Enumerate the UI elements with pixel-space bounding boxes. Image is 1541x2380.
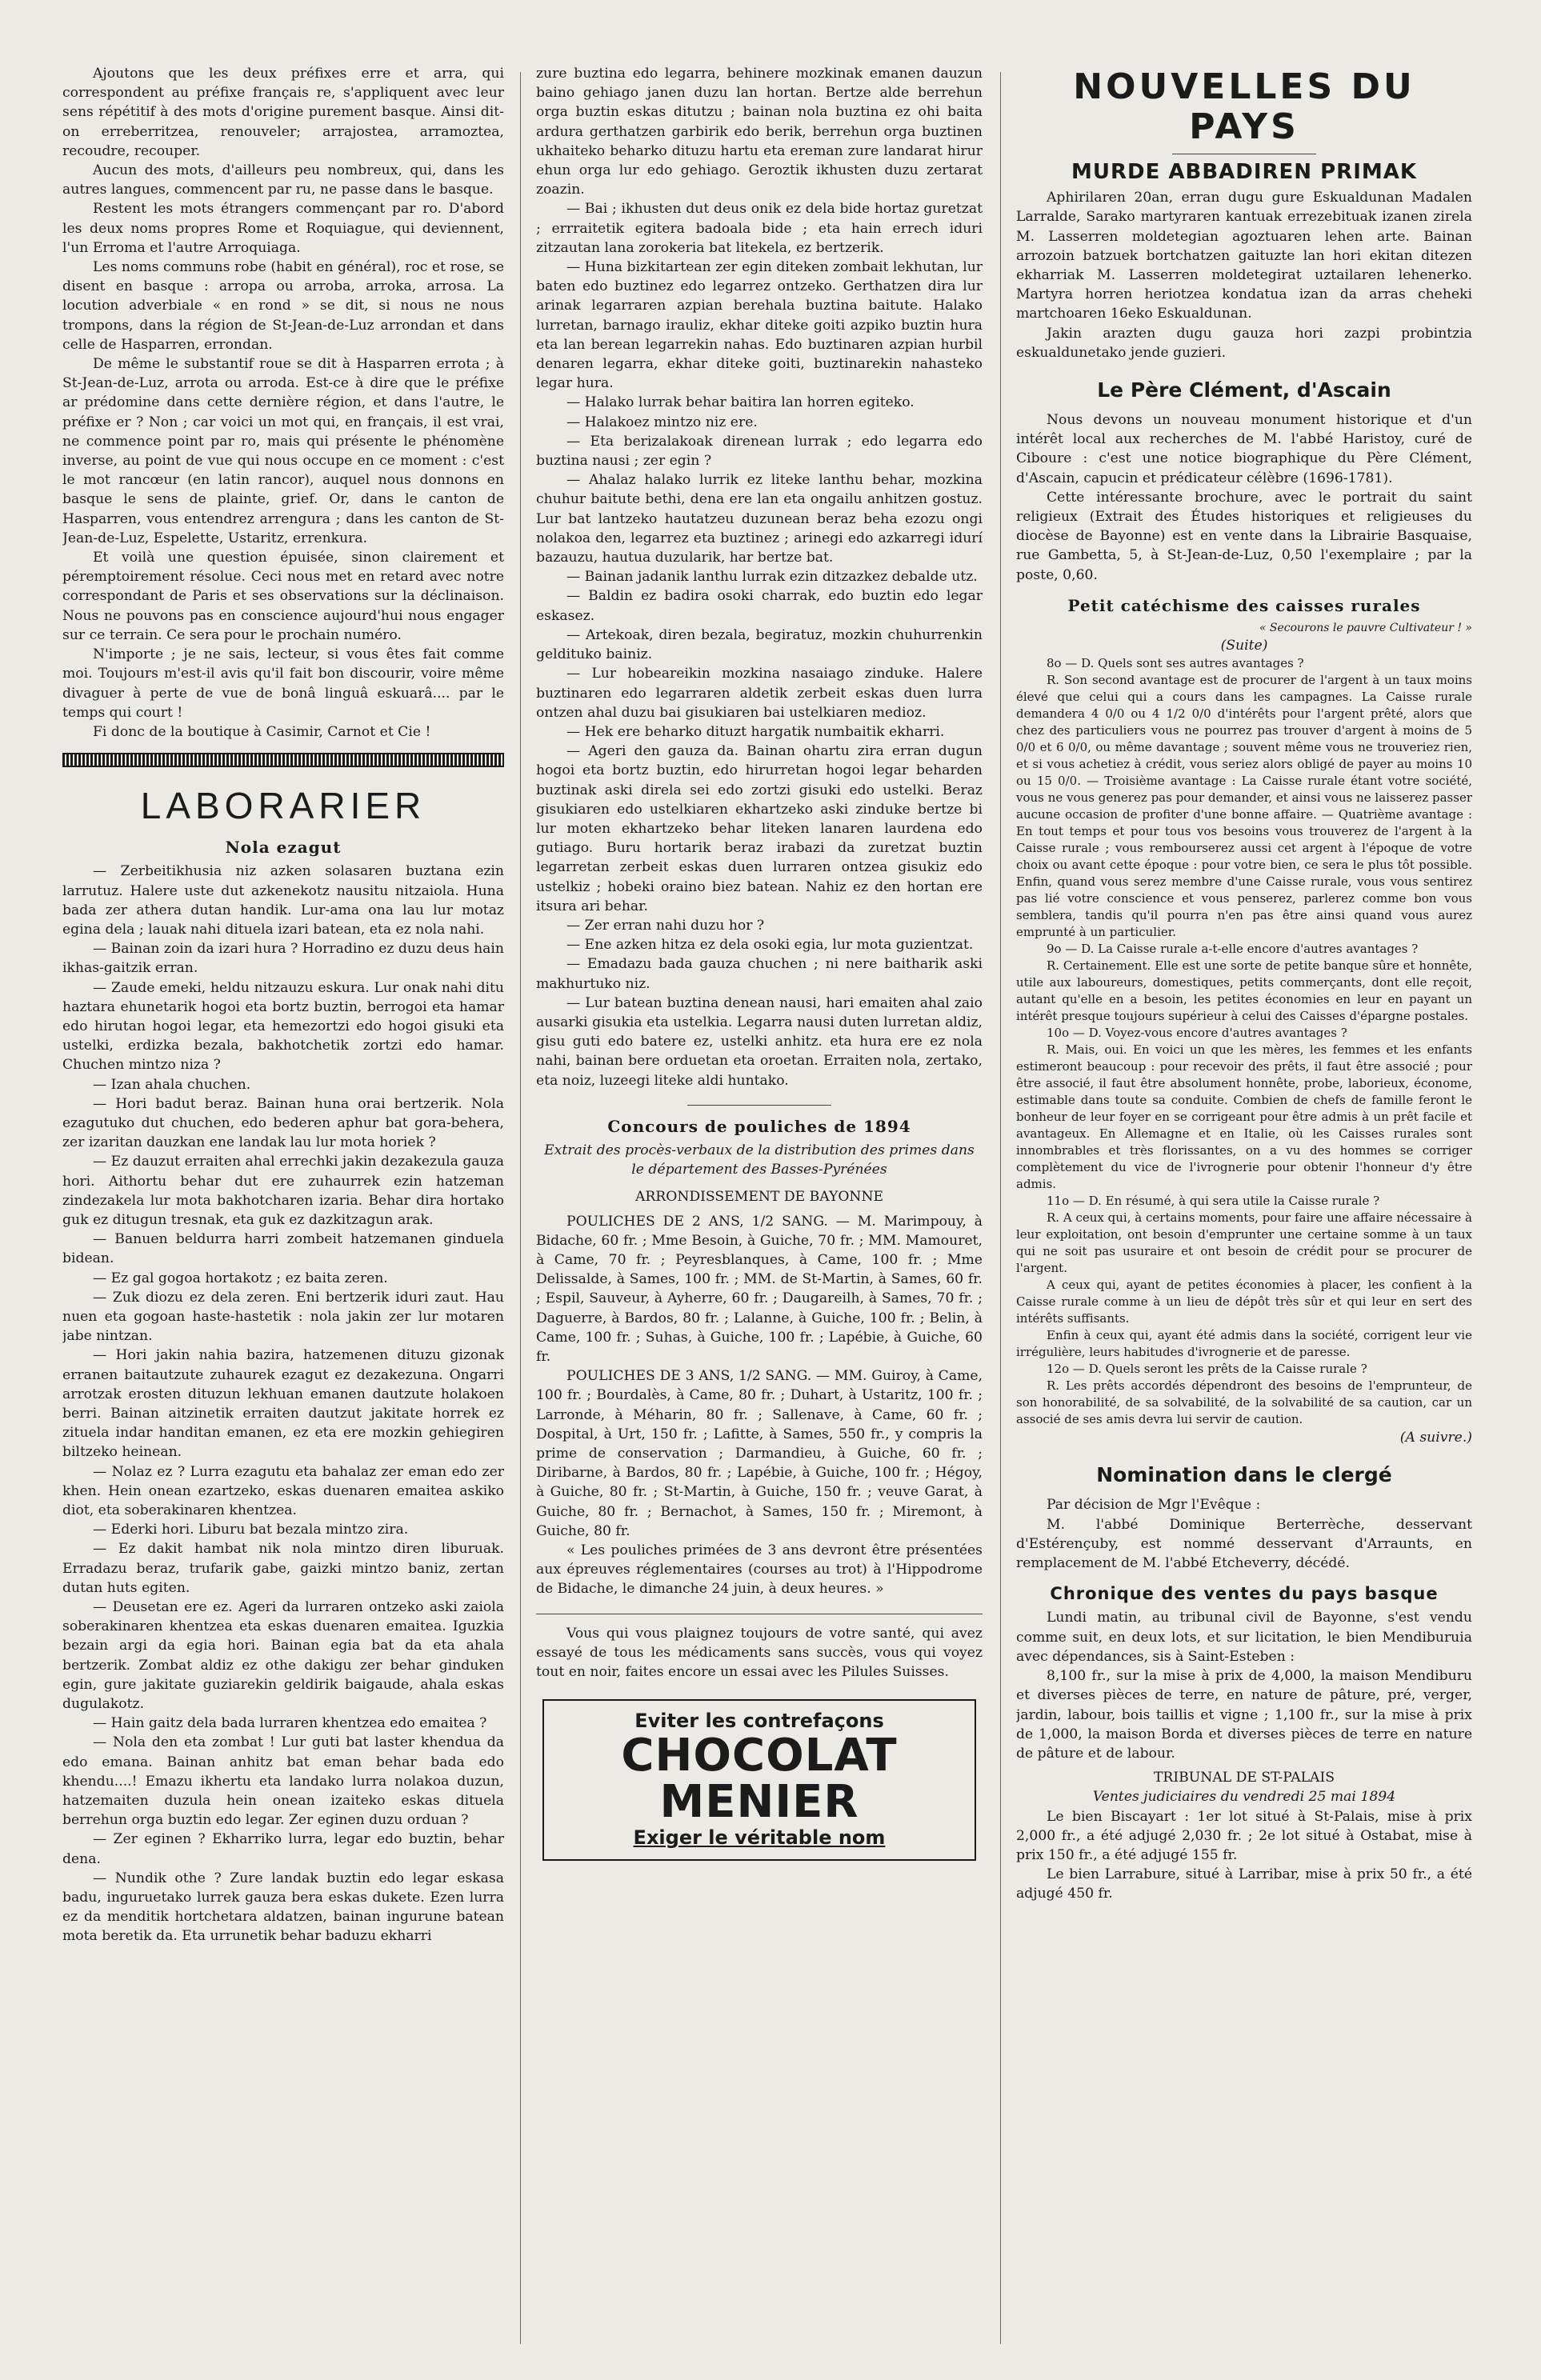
paragraph: — Bainan zoin da izari hura ? Horradino ez duzu deus hain ikhas-gaitzik erran. bbox=[62, 941, 504, 977]
paragraph: Le bien Larrabure, situé à Larribar, mise à prix 50 fr., a été adjugé 450 fr. bbox=[1016, 1866, 1472, 1902]
intro-article bbox=[62, 64, 504, 742]
paragraph: — Ahalaz halako lurrik ez liteke lanthu behar, mozkina chuhur baitute bethi, dena ere lan eta ongailu anhitzen gostuz. Lur bat lantzeko hautatzeu duzunean beraz beha ezozu ongi nolakoa den, legarrez eta buztinez ; arinegi edo azkarregi idurí bazauzu, hautua duzularik, har bertze bat. bbox=[536, 472, 983, 566]
arrondissement-heading: ARRONDISSEMENT DE BAYONNE bbox=[634, 1189, 884, 1206]
paragraph: — Zerbeitikhusia niz azken solasaren buztana ezin larrutuz. Halere uste dut azkenekotz nausitu nitzaiola. Huna bada zer athera dutan handik. Lur-ama ona lau lur motaz egina dela ; lauak nahi dituela izari batean, eta ez nola nahi. bbox=[62, 863, 504, 938]
paragraph: 9o — D. La Caisse rurale a-t-elle encore d'autres avantages ? bbox=[1047, 942, 1419, 957]
paragraph: « Les pouliches primées de 3 ans devront être présentées aux épreuves réglementaires (courses au trot) à l'Hippodrome de Bidache, le dimanche 24 juin, à deux heures. » bbox=[536, 1542, 983, 1598]
basque-article-continued bbox=[536, 64, 983, 1090]
paragraph: — Halako lurrak behar baitira lan horren egiteko. bbox=[566, 394, 915, 411]
paragraph: — Ez gal gogoa hortakotz ; ez baita zeren. bbox=[93, 1270, 388, 1286]
nola-article bbox=[62, 862, 504, 1946]
paragraph: — Zuk diozu ez dela zeren. Eni bertzerik iduri zaut. Hau nuen eta gogoan haste-hastetik : nola jakin zer lur motaren jabe nintzan. bbox=[62, 1289, 504, 1345]
concours-title: Concours de pouliches de 1894 bbox=[607, 1116, 911, 1136]
paragraph: Aucun des mots, d'ailleurs peu nombreux, qui, dans les autres langues, commencent par ru, ne passe dans le basque. bbox=[62, 162, 504, 198]
paragraph: R. A ceux qui, à certains moments, pour faire une affaire nécessaire à leur exploitation, ont besoin d'emprunter une certaine somme à un taux qui ne soit pas usuraire et ont besoin de crédit pour se procurer de l'argent. bbox=[1016, 1210, 1472, 1276]
paragraph: — Halakoez mintzo niz ere. bbox=[566, 414, 758, 430]
chronique-title: Chronique des ventes du pays basque bbox=[1050, 1584, 1439, 1604]
column-divider bbox=[1000, 72, 1001, 2344]
paragraph: — Eta berizalakoak direnean lurrak ; edo legarra edo buztina nausi ; zer egin ? bbox=[536, 433, 983, 470]
ad-brand-line2: MENIER bbox=[659, 1776, 859, 1829]
paragraph: — Izan ahala chuchen. bbox=[93, 1076, 251, 1093]
chocolat-menier-ad bbox=[542, 1699, 976, 1861]
pouliches-list bbox=[536, 1212, 983, 1599]
nola-ezagut-title: Nola ezagut bbox=[225, 838, 342, 858]
paragraph: Ajoutons que les deux préfixes erre et arra, qui correspondent au préfixe français re, s'appliquent avec leur sens répétitif à des mots d'origine purement basque. Ainsi dit-on erreberritzea, renouveler; arrajostea, arramoztea, recoudre, recouper. bbox=[62, 66, 504, 159]
paragraph: — Lur batean buztina denean nausi, hari emaiten ahal zaio ausarki gisukia eta ustelkia. Legarra nausi duten lurretan aldiz, gisu guti edo batere ez, ustelki anhitz. eta hura ere ez nola nahi, bainan bere orduetan eta oroetan. Erraiten nola, zertako, eta noiz, luzeegi liteke aldi huntako. bbox=[536, 994, 983, 1089]
paragraph: — Emadazu bada gauza chuchen ; ni nere baitharik aski makhurtuko niz. bbox=[536, 956, 983, 992]
laborarier-heading: LABORARIER bbox=[140, 785, 426, 827]
paragraph: 10o — D. Voyez-vous encore d'autres avantages ? bbox=[1047, 1026, 1347, 1041]
paragraph: — Hori jakin nahia bazira, hatzemenen dituzu gizonak erranen baitautzute zuhaurek ezagut ez dezakezuna. Ongarri arrotzak erosten dituzun lekhuan emanen dautzute holakoen berri. Bainan aitzinetik erraiten dautzut jakitate horrek ez zituela indar handitan emanen, ez eta ere mozkin gehiegiren biltzeko heinean. bbox=[62, 1347, 504, 1461]
paragraph: — Deusetan ere ez. Ageri da lurraren ontzeko aski zaiola soberakinaren khentzea eta eskas duenaren emaitea. Iguzkia bezain argi da egia hori. Bainan egia bat da eta ahala bertzerik. Zombat aldiz ez othe dakigu zer behar ginduken egin, gure jakitate guziarekin geldirik baigaude, ahala eskas dugulakotz. bbox=[62, 1599, 504, 1713]
column-right bbox=[1016, 64, 1472, 2352]
paragraph: — Artekoak, diren bezala, begiratuz, mozkin chuhurrenkin geldituko bainiz. bbox=[536, 626, 983, 663]
paragraph: 8o — D. Quels sont ses autres avantages ? bbox=[1047, 656, 1304, 671]
catechisme-motto: « Secourons le pauvre Cultivateur ! » bbox=[1259, 622, 1472, 635]
paragraph: Par décision de Mgr l'Evêque : bbox=[1047, 1497, 1261, 1514]
paragraph: — Zer erran nahi duzu hor ? bbox=[566, 917, 765, 934]
ad-brand-line1: CHOCOLAT bbox=[621, 1730, 898, 1782]
paragraph: Aphirilaren 20an, erran dugu gure Eskualdunan Madalen Larralde, Sarako martyraren kantuak errezebituak izanen zirela M. Lasserren moldetegian agoztuaren lehen arte. Bainan arrozoin batzuek bortchatzen gaituzte lan hori ekitan ditezen ekharriak M. Lasserren moldetegirat uztailaren lehenerko. Martyra horren heriotzea kondatua izan da arras cheheki martchoaren 16eko Eskualdunan. bbox=[1016, 190, 1472, 322]
paragraph: — Huna bizkitartean zer egin diteken zombait lekhutan, lur baten edo buztinez edo legarrez ontzeko. Gerthatzen dira lur arinak legarraren azpian berehala buztina baitute. Halako lurretan, barnago irauliz, ekhar diteke goiti azpiko buztin hura eta lan berean legarrekin nahas. Edo buztinaren azpian hurbil denaren legarra, ekhar diteke goiti, buztinarekin nahasteko legar hura. bbox=[536, 259, 983, 392]
paragraph: De même le substantif roue se dit à Hasparren errota ; à St-Jean-de-Luz, arrota ou arroda. Est-ce à dire que le préfixe ar prédomine dans cette dernière région, et dans l'autre, le préfixe er ? Non ; car voici un mot qui, en français, il est vrai, ne commence point par ro, mais qui présente le phénomène inverse, au point de vue qui nous occupe en ce moment : c'est le mot rancœur (en latin rancor), auquel nous donnons en basque le sens de plainte, grief. Or, dans le canton de Hasparren, vous entendrez arrengura ; dans les canton de St-Jean-de-Luz, Espelette, Ustaritz, errenkura. bbox=[62, 356, 504, 546]
paragraph: M. l'abbé Dominique Berterrèche, desservant d'Estérençuby, est nommé desservant d'Arraunts, en remplacement de M. l'abbé Etcheverry, décédé. bbox=[1016, 1516, 1472, 1572]
paragraph: R. Les prêts accordés dépendront des besoins de l'emprunteur, de son honorabilité, de sa solvabilité, de la solvabilité de sa caution, car un associé de ses amis devra lui servir de caution. bbox=[1016, 1378, 1472, 1427]
a-suivre: (A suivre.) bbox=[1399, 1430, 1472, 1446]
paragraph: — Zaude emeki, heldu nitzauzu eskura. Lur onak nahi ditu haztara ehunetarik hogoi eta bortz buztin, berrogoi eta hamar edo hirutan hogoi legar, eta hemezortzi edo hogoi gisuki eta ustelki, erdizka bezala, bakhotchetik zortzi edo hamar. Chuchen mintzo niza ? bbox=[62, 979, 504, 1074]
tribunal-heading: TRIBUNAL DE ST-PALAIS bbox=[1153, 1770, 1335, 1786]
catechisme-title: Petit catéchisme des caisses rurales bbox=[1067, 595, 1421, 615]
paragraph: Les noms communs robe (habit en général), roc et rose, se disent en basque : arropa ou arroba, arroka, arrosa. La locution adverbiale « en rond » se dit, si nous ne nous trompons, dans la région de St-Jean-de-Luz arrondan et dans celle de Hasparren, errondan. bbox=[62, 259, 504, 353]
nomination-title: Nomination dans le clergé bbox=[1096, 1463, 1392, 1487]
paragraph: Le bien Biscayart : 1er lot situé à St-Palais, mise à prix 2,000 fr., a été adjugé 2,030 fr. ; 2e lot situé à Ostabat, mise à prix 150 fr., a été adjugé 155 fr. bbox=[1016, 1808, 1472, 1863]
paragraph: Enfin à ceux qui, ayant été admis dans la société, corrigent leur vie irrégulière, leurs habitudes d'ivrognerie et de paresse. bbox=[1016, 1328, 1472, 1360]
paragraph: — Nola den eta zombat ! Lur guti bat laster khendua da edo emana. Bainan anhitz bat eman behar bada edo khendu....! Emazu ikhertu eta landako lurra nolakoa duzun, hatzemaiten duzula hein onean izaiteko eskas dituela berrehun orga buztin edo legar. Zer eginen duzu orduan ? bbox=[62, 1734, 504, 1829]
clement-title: Le Père Clément, d'Ascain bbox=[1097, 378, 1391, 402]
paragraph: 8,100 fr., sur la mise à prix de 4,000, la maison Mendiburu et diverses pièces de terre, en nature de pâture, pré, verger, jardin, labour, bois taillis et vigne ; 1,100 fr., sur la mise à prix de 1,000, la maison Borda et diverses pièces de terre en nature de pâture et de labour. bbox=[1016, 1668, 1472, 1762]
paragraph: Restent les mots étrangers commençant par ro. D'abord les deux noms propres Rome et Roquiague, qui deviennent, l'un Erroma et l'autre Arroquiaga. bbox=[62, 201, 504, 256]
paragraph: — Hek ere beharko dituzt hargatik numbaitik ekharri. bbox=[566, 723, 945, 740]
paragraph: Cette intéressante brochure, avec le portrait du saint religieux (Extrait des Études historiques et religieuses du diocèse de Bayonne) est en vente dans la Librairie Basquaise, rue Gambetta, 5, à St-Jean-de-Luz, 0,50 l'exemplaire ; par la poste, 0,60. bbox=[1016, 489, 1472, 583]
pilules-ad-text: Vous qui vous plaignez toujours de votre santé, qui avez essayé de tous les médicaments sans succès, vous qui voyez tout en noir, faites encore un essai avec les Pilules Suisses. bbox=[536, 1625, 983, 1681]
paragraph: — Ene azken hitza ez dela osoki egia, lur mota guzientzat. bbox=[566, 937, 974, 954]
paragraph: 12o — D. Quels seront les prêts de la Caisse rurale ? bbox=[1047, 1362, 1367, 1377]
paragraph: R. Certainement. Elle est une sorte de petite banque sûre et honnête, utile aux laboureurs, domestiques, petits commerçants, dont elle reçoit, autant qu'elle en a besoin, les petites économies en leur en payant un intérêt presque toujours supérieur à celui des Caisses d'épargne postales. bbox=[1016, 958, 1472, 1024]
paragraph: — Nundik othe ? Zure landak buztin edo legar eskasa badu, inguruetako lurrek gauza bera eskas dukete. Ezen lurra ez da menditik hortchetara aldatzen, bainan ingurune batean mota beretik da. Eta urrunetik behar baduzu ekharri bbox=[62, 1870, 504, 1945]
paragraph: — Zer eginen ? Ekharriko lurra, legar edo buztin, behar dena. bbox=[62, 1831, 504, 1867]
paragraph: Nous devons un nouveau monument historique et d'un intérêt local aux recherches de M. l'abbé Haristoy, curé de Ciboure : c'est une notice biographique du Père Clément, d'Ascain, capucin et prédicateur célèbre (1696-1781). bbox=[1016, 412, 1472, 486]
paragraph: — Ageri den gauza da. Bainan ohartu zira erran dugun hogoi eta bortz buztin, edo hirurretan hogoi legar beharden buztinak aski direla sei edo zortzi gisuki edo ustelki. Beraz gisukiaren edo ustelkiaren ekhartzeko aski zinduke bertze bi lur moten ekhartzeko behar liteken lanaren laurdena edo gutiago. Buru hortarik beraz irabazi da zuretzat buztin legarretan zerbeit eskas duen lurraren ontzea gisukiz edo ustelkiz ; hobeki oraino biez batean. Nahiz ez den hortan ere itsura ari behar. bbox=[536, 743, 983, 914]
extrait-subtitle: Extrait des procès-verbaux de la distribution des primes dans le département des Basses-Pyrénées bbox=[544, 1142, 975, 1178]
paragraph: — Nolaz ez ? Lurra ezagutu eta bahalaz zer eman edo zer khen. Hein onean ezartzeko, eskas duenaren emaitea askiko diot, eta soberakinaren khentzea. bbox=[62, 1463, 504, 1519]
hatched-divider bbox=[62, 753, 504, 767]
paragraph: POULICHES DE 3 ANS, 1/2 SANG. — MM. Guiroy, à Came, 100 fr. ; Bourdalès, à Came, 80 fr. ; Duhart, à Ustaritz, 100 fr. ; Larronde, à Méharin, 80 fr. ; Sallenave, à Came, 60 fr. ; Dospital, à Urt, 150 fr. ; Lafitte, à Sames, 550 fr., y compris la prime de conservation ; Darmandieu, à Guiche, 60 fr. ; Diribarne, à Bardos, 80 fr. ; Lapébie, à Guiche, 100 fr. ; Hégoy, à Guiche, 80 fr. ; St-Martin, à Guiche, 150 fr. ; veuve Garat, à Guiche, 80 fr. ; Bernachot, à Sames, 150 fr. ; Miremont, à Guiche, 80 fr. bbox=[536, 1368, 983, 1539]
paragraph: — Lur hobeareikin mozkina nasaiago zinduke. Halere buztinaren edo legarraren aldetik zerbeit eskas duen lurra ontzen ahal duzu bai gisukiaren bai ustelkiaren medioz. bbox=[536, 666, 983, 721]
paragraph: — Bai ; ikhusten dut deus onik ez dela bide hortaz guretzat ; errraitetik egitera badoala bide ; eta hain errech iduri zitzautan lana zorokeria bat litekela, ez bertzerik. bbox=[536, 201, 983, 256]
column-left bbox=[62, 64, 504, 2352]
paragraph: R. Son second avantage est de procurer de l'argent à un taux moins élevé que celui qui a cours dans les campagnes. La Caisse rurale demandera 4 0/0 ou 4 1/2 0/0 d'intérêts pour l'argent prêté, alors que chez des particuliers vous ne pourrez pas trouver d'argent à moins de 5 0/0 et 6 0/0, ou même davantage ; souvent même vous ne trouveriez rien, et si vous achetiez à crédit, vous seriez alors obligé de payer au moins 10 ou 15 0/0. — Troisième avantage : La Caisse rurale étant votre société, vous ne vous generez pas pour demander, et ainsi vous ne laisserez passer aucune occasion de profiter d'une bonne affaire. — Quatrième avantage : En tout temps et pour tous vos besoins vous trouverez de l'argent à la Caisse rurale ; vous rembourserez aussi cet argent à l'époque de votre choix ou avant cette époque : pour votre bien, ce sera le plus tôt possible. Enfin, quand vous serez membre d'une Caisse rurale, vous vous sentirez pas lié votre conscience et vous penserez, parlerez comme bon vous semblera, tandis qu'il pourra n'en pas être ainsi quand vous aurez emprunté à un particulier. bbox=[1016, 673, 1472, 940]
ad-bottom-line: Exiger le véritable nom bbox=[633, 1826, 886, 1850]
column-middle bbox=[536, 64, 983, 2352]
paragraph: zure buztina edo legarra, behinere mozkinak emanen dauzun baino gehiago janen duzu lan hortan. Bertze alde berrehun orga buztin eskas ditutzu ; bainan nola buztina ez ohi baita ardura gerthatzen garbirik edo berik, berrehun orga buztinen ukhaiteko beharko dituzu hartu eta ereman zure landarat hirur ehun orga lur edo gehiago. Geroztik ikhusten duzu zertarat zoazin. bbox=[536, 66, 983, 198]
paragraph: — Hain gaitz dela bada lurraren khentzea edo emaitea ? bbox=[93, 1715, 487, 1732]
paragraph: Fi donc de la boutique à Casimir, Carnot et Cie ! bbox=[93, 723, 431, 740]
nouvelles-du-pays-title: NOUVELLES DU PAYS bbox=[1073, 66, 1415, 147]
paragraph: Et voilà une question épuisée, sinon clairement et péremptoirement résolue. Ceci nous met en retard avec notre correspondant de Paris et ses observations sur la déclinaison. Nous ne pouvons pas en conscience aujourd'hui nous engager sur ce terrain. Ce sera pour le prochain numéro. bbox=[62, 550, 504, 643]
ad-top-line: Eviter les contrefaçons bbox=[634, 1710, 884, 1733]
paragraph: — Ederki hori. Liburu bat bezala mintzo zira. bbox=[93, 1522, 409, 1538]
catechisme-body bbox=[1016, 655, 1472, 1428]
paragraph: 11o — D. En résumé, à qui sera utile la Caisse rurale ? bbox=[1047, 1194, 1380, 1209]
paragraph: A ceux qui, ayant de petites économies à placer, les confient à la Caisse rurale comme à un lieu de dépôt très sûr et qui leur en sert des intérêts suffisants. bbox=[1016, 1278, 1472, 1326]
paragraph: — Bainan jadanik lanthu lurrak ezin ditzazkez debalde utz. bbox=[566, 569, 978, 586]
column-divider bbox=[520, 72, 521, 2344]
paragraph: Jakin arazten dugu gauza hori zazpi probintzia eskualdunetako jende guzieri. bbox=[1016, 325, 1472, 361]
paragraph: Lundi matin, au tribunal civil de Bayonne, s'est vendu comme suit, en deux lots, et sur licitation, le bien Mendiburuia avec dépendances, sis à Saint-Esteben : bbox=[1016, 1610, 1472, 1665]
ventes-subtitle: Ventes judiciaires du vendredi 25 mai 1894 bbox=[1092, 1789, 1396, 1806]
divider bbox=[687, 1105, 831, 1106]
murde-title: MURDE ABBADIREN PRIMAK bbox=[1071, 160, 1418, 184]
paragraph: — Ez dauzut erraiten ahal errechki jakin dezakezula gauza hori. Aithortu behar dut ere zuhaurrek ezin hatzeman zindezakela lur mota bakhotcharen izaria. Behar dira hortako guk ez ditugun tresnak, eta guk ez dazkitzagun arak. bbox=[62, 1154, 504, 1228]
suite-label: (Suite) bbox=[1220, 638, 1268, 654]
paragraph: POULICHES DE 2 ANS, 1/2 SANG. — M. Marimpouy, à Bidache, 60 fr. ; Mme Besoin, à Guiche, 70 fr. ; MM. Mamouret, à Came, 70 fr. ; Peyresblanques, à Came, 100 fr. ; Mme Delissalde, à Sames, 100 fr. ; MM. de St-Martin, à Sames, 60 fr. ; Espil, Sauveur, à Ayherre, 60 fr. ; Daugareilh, à Sames, 70 fr. ; Daguerre, à Bardos, 80 fr. ; Lalanne, à Guiche, 100 fr. ; Belin, à Came, 100 fr. ; Suhas, à Guiche, 100 fr. ; Lapébie, à Guiche, 60 fr. bbox=[536, 1213, 983, 1365]
paragraph: N'importe ; je ne sais, lecteur, si vous êtes fait comme moi. Toujours m'est-il avis qu'il fait bon discourir, voire même divaguer à perte de vue de bonâ linguâ eskuarâ.... par le temps qui court ! bbox=[62, 646, 504, 721]
paragraph: — Baldin ez badira osoki charrak, edo buztin edo legar eskasez. bbox=[536, 588, 983, 624]
paragraph: — Ez dakit hambat nik nola mintzo diren liburuak. Erradazu beraz, trufarik gabe, gaizki mintzo baniz, zertan dutan huts egiten. bbox=[62, 1541, 504, 1596]
paragraph: R. Mais, oui. En voici un que les mères, les femmes et les enfants estimeront beaucoup : pour recevoir des prêts, il faut être associé ; pour être associé, il faut être absolument honnête, probe, laborieux, économe, estimable dans toute sa conduite. Combien de chefs de famille feront le bonheur de leur foyer en se corrigeant pour être admis à un prêt facile et avantageux. En Allemagne et en Italie, où les Caisses rurales sont innombrables et très florissantes, on a vu des hommes se corriger complètement du vice de l'ivrognerie pour obtenir l'honneur d'y être admis. bbox=[1016, 1042, 1472, 1192]
paragraph: — Banuen beldurra harri zombeit hatzemanen ginduela bidean. bbox=[62, 1231, 504, 1267]
paragraph: — Hori badut beraz. Bainan huna orai bertzerik. Nola ezagutuko dut chuchen, edo bederen aphur bat gora-behera, zer izaritan dauzkan ene landak lau lur mota horiek ? bbox=[62, 1095, 504, 1151]
